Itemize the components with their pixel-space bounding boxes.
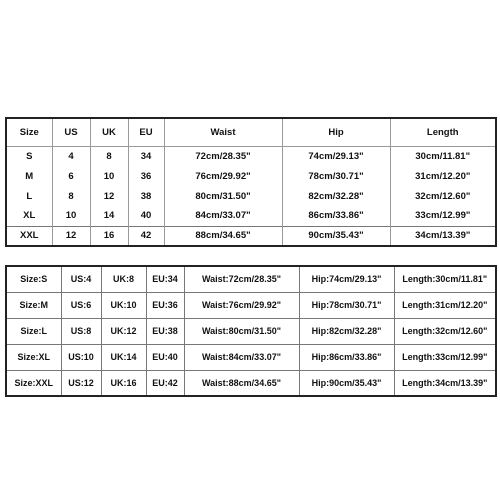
table-cell: Length:32cm/12.60"	[394, 318, 496, 344]
table-row	[6, 370, 496, 396]
column-header: Length	[390, 118, 496, 146]
table-cell: 16	[90, 226, 128, 246]
column-header: Size	[6, 118, 52, 146]
column-header: Hip	[282, 118, 390, 146]
table-cell: M	[6, 166, 52, 186]
table-cell: EU:40	[146, 344, 184, 370]
column-header: US	[52, 118, 90, 146]
table-cell: US:10	[61, 344, 101, 370]
table-cell: 76cm/29.92"	[164, 166, 282, 186]
table-cell: 4	[52, 146, 90, 166]
table-header-row	[6, 118, 496, 146]
table-cell: L	[6, 186, 52, 206]
table-cell: 6	[52, 166, 90, 186]
table-cell: 8	[90, 146, 128, 166]
table-cell: US:4	[61, 266, 101, 292]
table-cell: Hip:86cm/33.86"	[299, 344, 394, 370]
table-cell: 42	[128, 226, 164, 246]
table-row	[6, 318, 496, 344]
table-cell: UK:16	[101, 370, 146, 396]
table-cell: 30cm/11.81"	[415, 150, 471, 162]
table-cell: EU:42	[146, 370, 184, 396]
column-header: EU	[128, 118, 164, 146]
table-row	[6, 186, 496, 206]
table-cell: 90cm/35.43"	[282, 226, 390, 246]
table-row	[6, 226, 496, 246]
table-cell: 31cm/12.20"	[415, 170, 471, 182]
table-cell: Length:33cm/12.99"	[394, 344, 496, 370]
table-cell: Waist:72cm/28.35"	[184, 266, 299, 292]
table-cell: 74cm/29.13"	[282, 146, 390, 166]
table-cell: 14	[90, 206, 128, 226]
table-row	[6, 206, 496, 226]
table-cell: 82cm/32.28"	[282, 186, 390, 206]
table-cell: 34cm/13.39"	[390, 226, 496, 246]
table-cell: 40	[128, 206, 164, 226]
table-cell: Waist:84cm/33.07"	[184, 344, 299, 370]
table-row	[6, 292, 496, 318]
column-header: UK	[90, 118, 128, 146]
table-cell: 78cm/30.71"	[282, 166, 390, 186]
table-cell: Hip:74cm/29.13"	[299, 266, 394, 292]
table-cell: Size:XXL	[6, 370, 61, 396]
table-row	[6, 266, 496, 292]
table-cell: XXL	[6, 226, 52, 246]
table-cell: Waist:80cm/31.50"	[184, 318, 299, 344]
size-chart-table-bottom	[5, 265, 497, 397]
table-row	[6, 166, 496, 186]
column-header: Waist	[164, 118, 282, 146]
table-cell: Length:31cm/12.20"	[394, 292, 496, 318]
table-cell: US:12	[61, 370, 101, 396]
table-cell: Waist:88cm/34.65"	[184, 370, 299, 396]
table-cell: 72cm/28.35"	[164, 146, 282, 166]
table-cell: 12	[52, 226, 90, 246]
table-cell: 86cm/33.86"	[282, 206, 390, 226]
table-cell: XL	[6, 206, 52, 226]
table-cell: 88cm/34.65"	[164, 226, 282, 246]
table-row	[6, 146, 496, 166]
table-cell: Waist:76cm/29.92"	[184, 292, 299, 318]
table-cell: UK:14	[101, 344, 146, 370]
table-cell: 8	[52, 186, 90, 206]
table-cell: Hip:78cm/30.71"	[299, 292, 394, 318]
size-chart-table-top	[5, 117, 497, 247]
table-cell: 36	[128, 166, 164, 186]
table-cell: Size:S	[6, 266, 61, 292]
table-cell: UK:12	[101, 318, 146, 344]
table-cell: 10	[52, 206, 90, 226]
table-cell: 80cm/31.50"	[164, 186, 282, 206]
table-cell: Size:XL	[6, 344, 61, 370]
table-cell: 32cm/12.60"	[415, 190, 471, 202]
table-cell: US:6	[61, 292, 101, 318]
table-cell: EU:36	[146, 292, 184, 318]
table-cell: UK:8	[101, 266, 146, 292]
table-cell: Size:L	[6, 318, 61, 344]
table-row	[6, 344, 496, 370]
table-cell: 34	[128, 146, 164, 166]
table-cell: US:8	[61, 318, 101, 344]
table-cell: Size:M	[6, 292, 61, 318]
table-cell: EU:34	[146, 266, 184, 292]
table-cell: Length:34cm/13.39"	[394, 370, 496, 396]
table-cell: 12	[90, 186, 128, 206]
table-cell: UK:10	[101, 292, 146, 318]
table-cell: Hip:90cm/35.43"	[299, 370, 394, 396]
table-cell: 33cm/12.99"	[415, 210, 471, 222]
table-cell: 84cm/33.07"	[164, 206, 282, 226]
table-cell: Length:30cm/11.81"	[394, 266, 496, 292]
table-cell: S	[6, 146, 52, 166]
table-cell: 10	[90, 166, 128, 186]
table-cell: 38	[128, 186, 164, 206]
table-cell: Hip:82cm/32.28"	[299, 318, 394, 344]
table-cell: EU:38	[146, 318, 184, 344]
